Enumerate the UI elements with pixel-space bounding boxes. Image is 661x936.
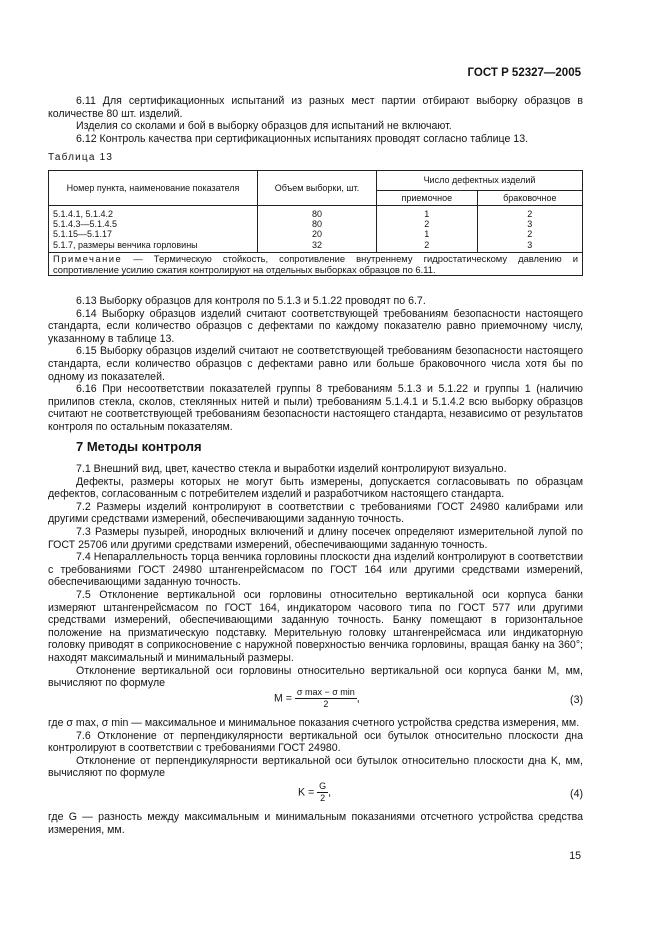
header-accept: приемочное xyxy=(377,191,478,206)
where-3: где σ max, σ min — максимальное и минимальное показания счетного устройства средства измерения, мм. xyxy=(48,717,580,729)
header-item: Номер пункта, наименование показателя xyxy=(49,171,258,206)
paragraph-6-14: 6.14 Выборку образцов изделий считают соответствующей требованиям безопасности настоящего стандарта, если количество образцов с дефектами по каждому показателю равно приемочному числу, указанному в таблице 13. xyxy=(48,307,583,345)
after-table-block xyxy=(48,295,583,434)
paragraph-7-1b: Дефекты, размеры которых не могут быть измерены, допускается согласовывать по образцам дефектов, согласованным с потребителем изделий и разработчиком настоящего стандарта. xyxy=(48,475,583,501)
paragraph-6-15: 6.15 Выборку образцов изделий считают не соответствующей требованиям безопасности настоящего стандарта, если количество образцов с дефектами равно или больше браковочного числа хотя бы по одному из показателей. xyxy=(48,345,583,383)
paragraph-7-1: 7.1 Внешний вид, цвет, качество стекла и выработки изделий контролируют визуально. xyxy=(76,463,507,475)
paragraph-7-4: 7.4 Непараллельность торца венчика горловины плоскости дна изделий контролируют в соответствии с требованиями ГОСТ 24980 штангенрейсмасом по ГОСТ 164 или другими средствами измерений, обеспечивающими заданную точность. xyxy=(48,551,583,589)
section-7-block-2 xyxy=(48,717,583,780)
section-7-block xyxy=(48,463,583,690)
paragraph-6-11-note: Изделия со сколами и бой в выборку образцов для испытаний не включают. xyxy=(76,120,452,133)
note-label: Примечание xyxy=(53,252,123,264)
header-defects: Число дефектных изделий xyxy=(377,171,583,191)
header-sample: Объем выборки, шт. xyxy=(258,171,377,206)
paragraph-7-5: 7.5 Отклонение вертикальной оси горловины относительно вертикальной оси корпуса банки измеряют штангенрейсмасом по ГОСТ 164, индикатором часового типа по ГОСТ 577 или другими средствами измерений, обеспечивающими заданную точность. Банку помещают в горизонтальное положение на призматическую подставку. Мерительную головку штангенрейсмаса или индикаторную головку приводят в соприкосновение с наружной поверхностью венчика горловины, вращая банку на 360°; находят максимальный и минимальный размеры. xyxy=(48,588,583,664)
table-row: 5.1.4.1, 5.1.4.2 80 1 2 xyxy=(49,206,583,220)
paragraph-7-2: 7.2 Размеры изделий контролируют в соответствии с требованиями ГОСТ 24980 калибрами или другими средствами измерений, обеспечивающими заданную точность. xyxy=(48,500,583,526)
page-number: 15 xyxy=(569,850,581,862)
formula-3-fraction: $\frac{\text{σ max − σ min}}{2}$ xyxy=(296,687,355,709)
formula-4: K = $\frac{G}{2}$ , xyxy=(298,781,332,803)
paragraph-6-12: 6.12 Контроль качества при сертификационных испытаниях проводят согласно таблице 13. xyxy=(76,132,529,145)
table-row: 5.1.4.3—5.1.4.5 80 2 3 xyxy=(49,219,583,229)
paragraph-6-11: 6.11 Для сертификационных испытаний из разных мест партии отбирают выборку образцов в количестве 80 шт. изделий. xyxy=(48,95,583,120)
paragraph-7-6b: Отклонение от перпендикулярности вертикальной оси бутылок относительно плоскости дна K, мм, вычисляют по формуле xyxy=(48,754,583,780)
where-4: где G — разность между максимальным и минимальным показаниями отсчетного устройства средства измерения, мм. xyxy=(48,811,583,836)
section-title: 7 Методы контроля xyxy=(76,439,202,454)
note-text: — Термическую стойкость, сопротивление внутреннему гидростатическому давлению и сопротивление усилию сжатия контролируют на отдельных выборках образцов по 6.11. xyxy=(53,252,578,276)
paragraph-7-6: 7.6 Отклонение от перпендикулярности вертикальной оси бутылок относительно плоскости дна контролируют в соответствии с требованиями ГОСТ 24980. xyxy=(48,729,583,755)
table-note xyxy=(49,252,583,275)
table-row: 5.1.7, размеры венчика горловины 32 2 3 xyxy=(49,240,583,253)
table-row: 5.1.15—5.1.17 20 1 2 xyxy=(49,229,583,239)
paragraph-6-16: 6.16 При несоответствии показателей группы 8 требованиям 5.1.3 и 5.1.22 и группы 1 (наличию прилипов стекла, сколов, стеклянных нитей и пыли) требованиям 5.1.4.1 и 5.1.4.2 всю выборку образцов считают не соответствующей требованиям безопасности настоящего стандарта, независимо от результатов контроля по остальным показателям. xyxy=(48,383,583,433)
formula-4-fraction: $\frac{G}{2}$ xyxy=(319,781,327,803)
paragraph-7-5b: Отклонение вертикальной оси горловины относительно вертикальной оси корпуса банки M, мм, вычисляют по формуле xyxy=(48,664,583,690)
table-caption: Таблица 13 xyxy=(48,152,114,163)
header-reject: браковочное xyxy=(477,191,582,206)
intro-block xyxy=(48,95,583,145)
table-13 xyxy=(48,170,583,276)
document-code: ГОСТ Р 52327—2005 xyxy=(467,67,581,79)
paragraph-6-13: 6.13 Выборку образцов для контроля по 5.1.3 и 5.1.22 проводят по 6.7. xyxy=(76,295,426,307)
equation-number-4: (4) xyxy=(570,788,583,800)
paragraph-7-3: 7.3 Размеры пузырей, инородных включений и длину посечек определяют измерительной лупой по ГОСТ 25706 или другими средствами измерений, обеспечивающими заданную точность. xyxy=(48,525,583,551)
equation-number-3: (3) xyxy=(570,694,583,706)
formula-3: M = $\frac{\text{σ max − σ min}}{2}$ , xyxy=(274,687,360,709)
where-4-block xyxy=(48,811,583,836)
